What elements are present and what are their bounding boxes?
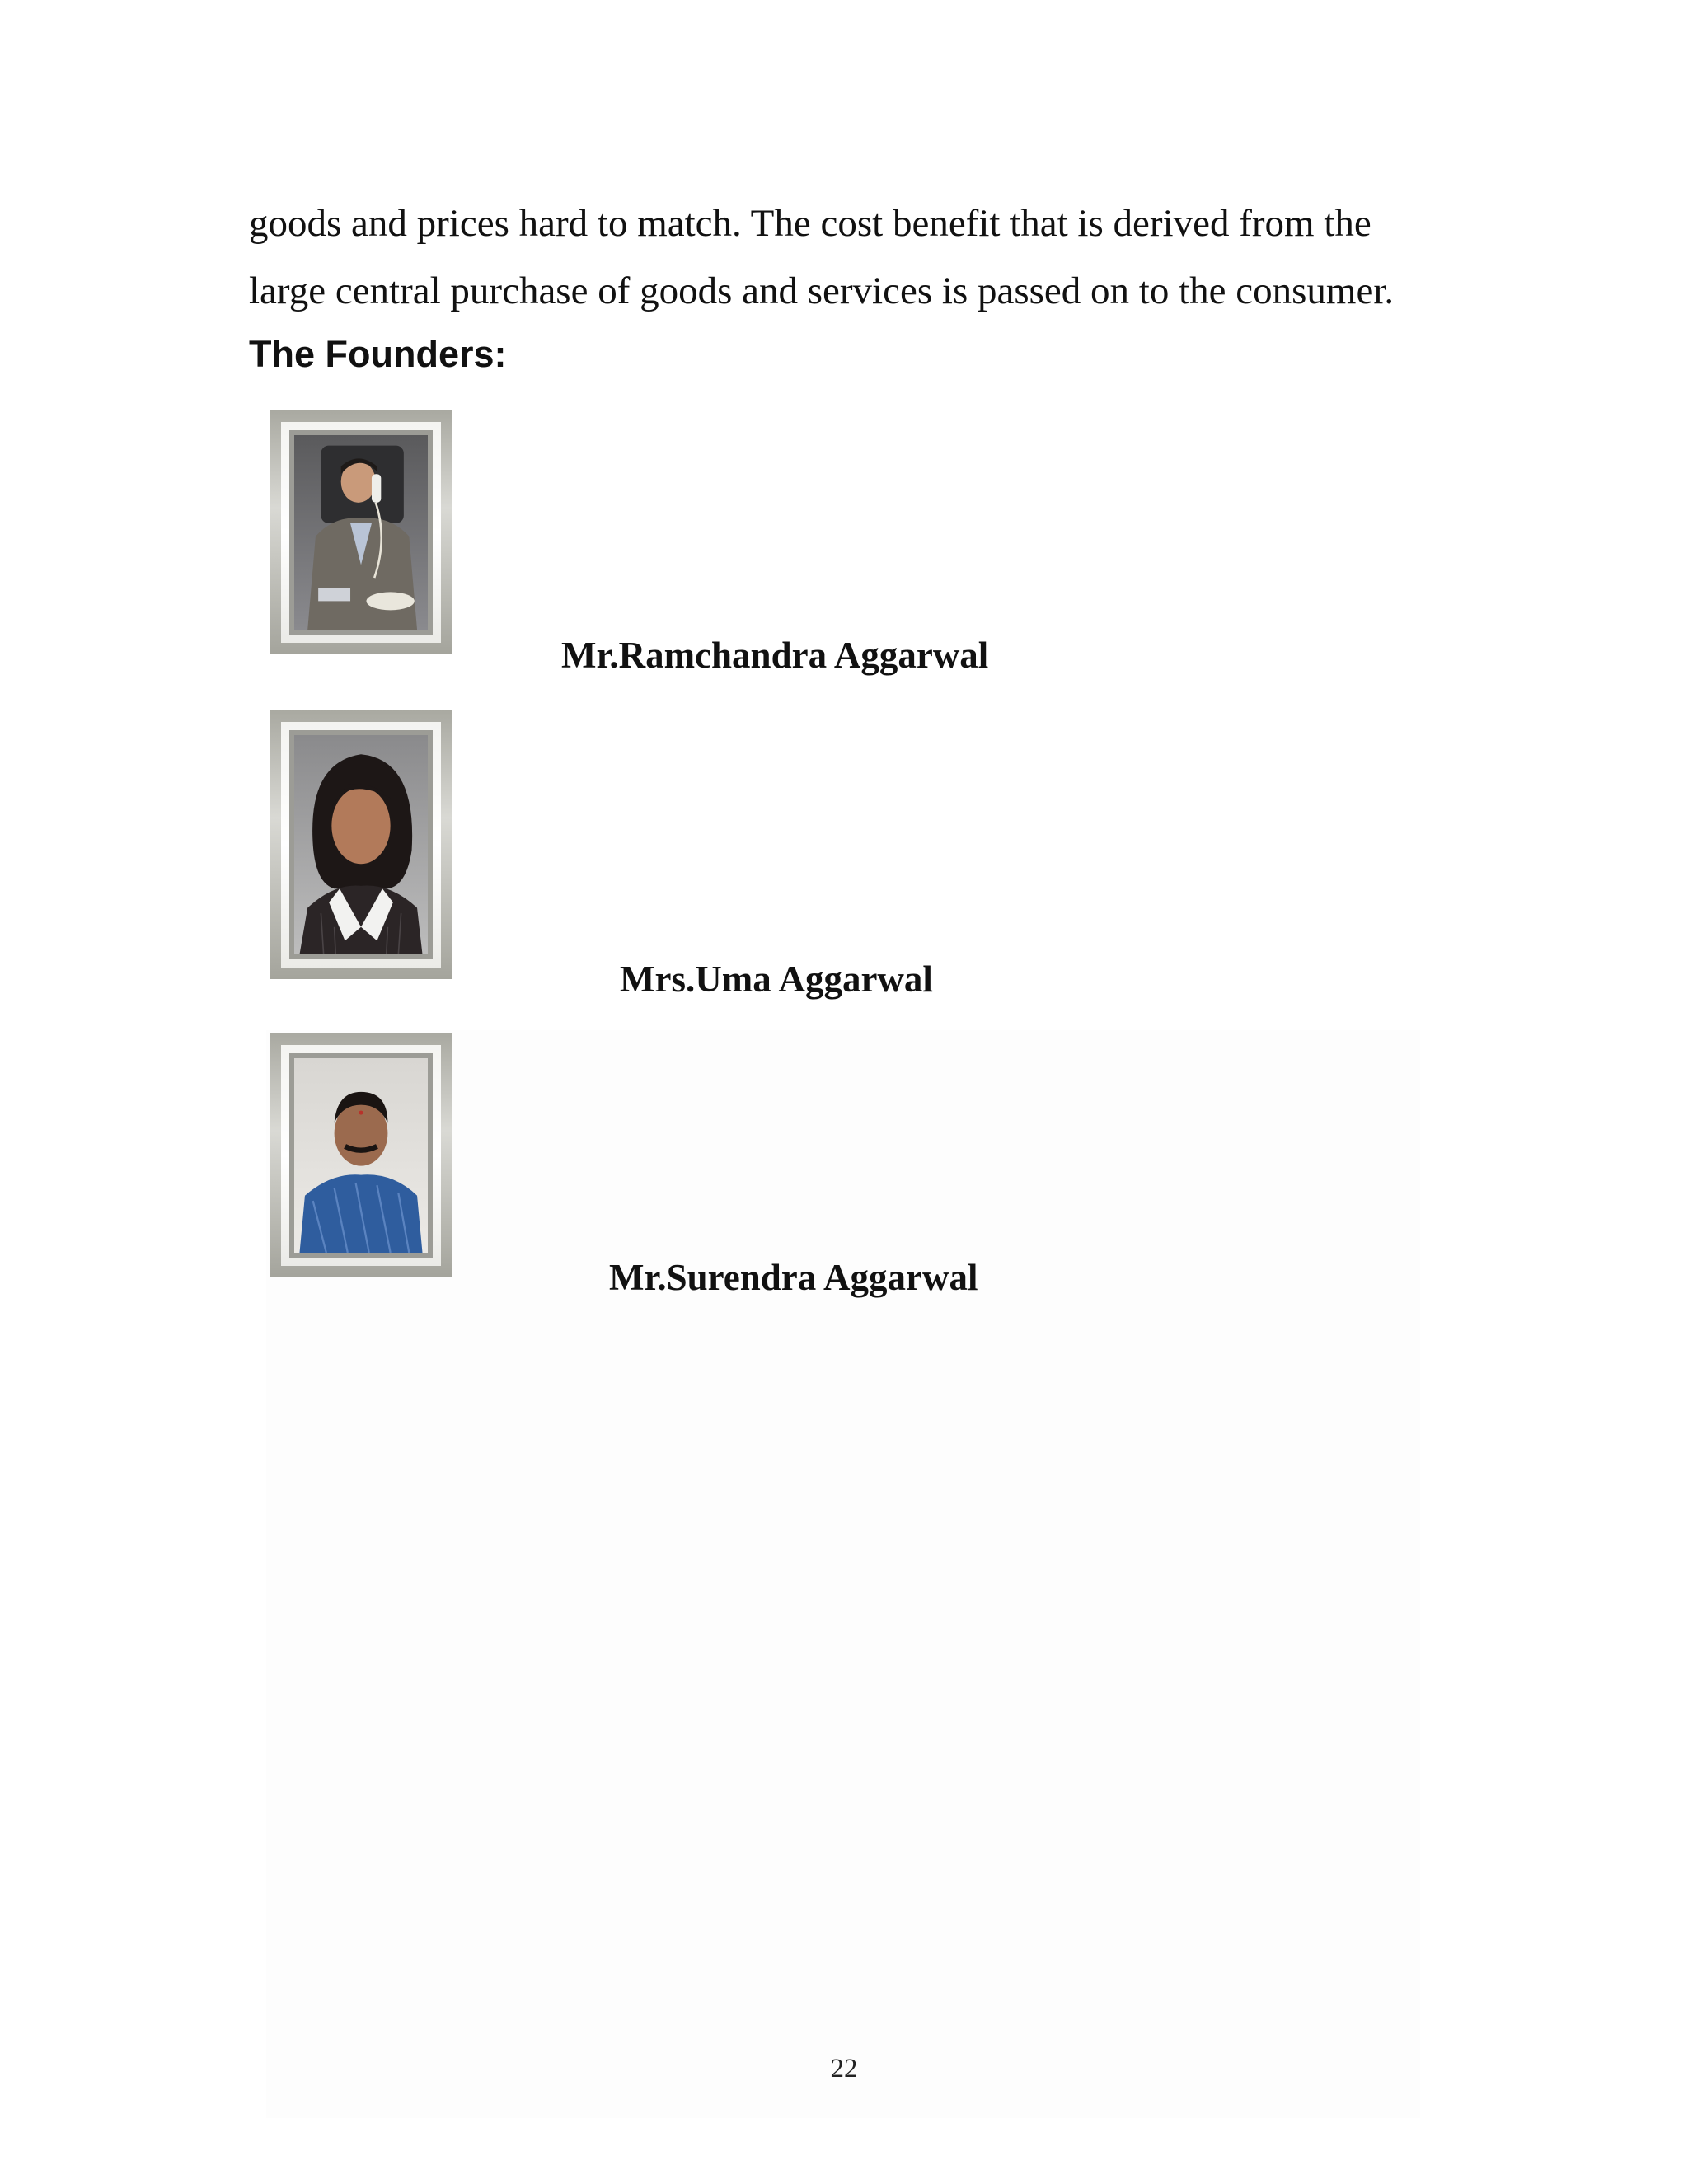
portrait-man-on-phone-icon [294, 435, 428, 630]
body-line-2: large central purchase of goods and services is passed on to the consumer. [249, 269, 1395, 312]
portrait-woman-icon [294, 735, 428, 954]
founder-photo-1 [270, 410, 452, 654]
founder-name-2: Mrs.Uma Aggarwal [620, 958, 933, 1000]
section-heading-founders: The Founders: [249, 333, 507, 375]
page-number: 22 [830, 2054, 858, 2083]
founder-photo-2 [270, 710, 452, 979]
founder-name-3: Mr.Surendra Aggarwal [609, 1257, 978, 1298]
founder-photo-3 [270, 1033, 452, 1277]
portrait-man-blue-shirt-icon [294, 1058, 428, 1253]
founder-name-1: Mr.Ramchandra Aggarwal [561, 635, 989, 676]
body-paragraph [249, 190, 1485, 325]
body-line-1: goods and prices hard to match. The cost benefit that is derived from the [249, 202, 1372, 245]
